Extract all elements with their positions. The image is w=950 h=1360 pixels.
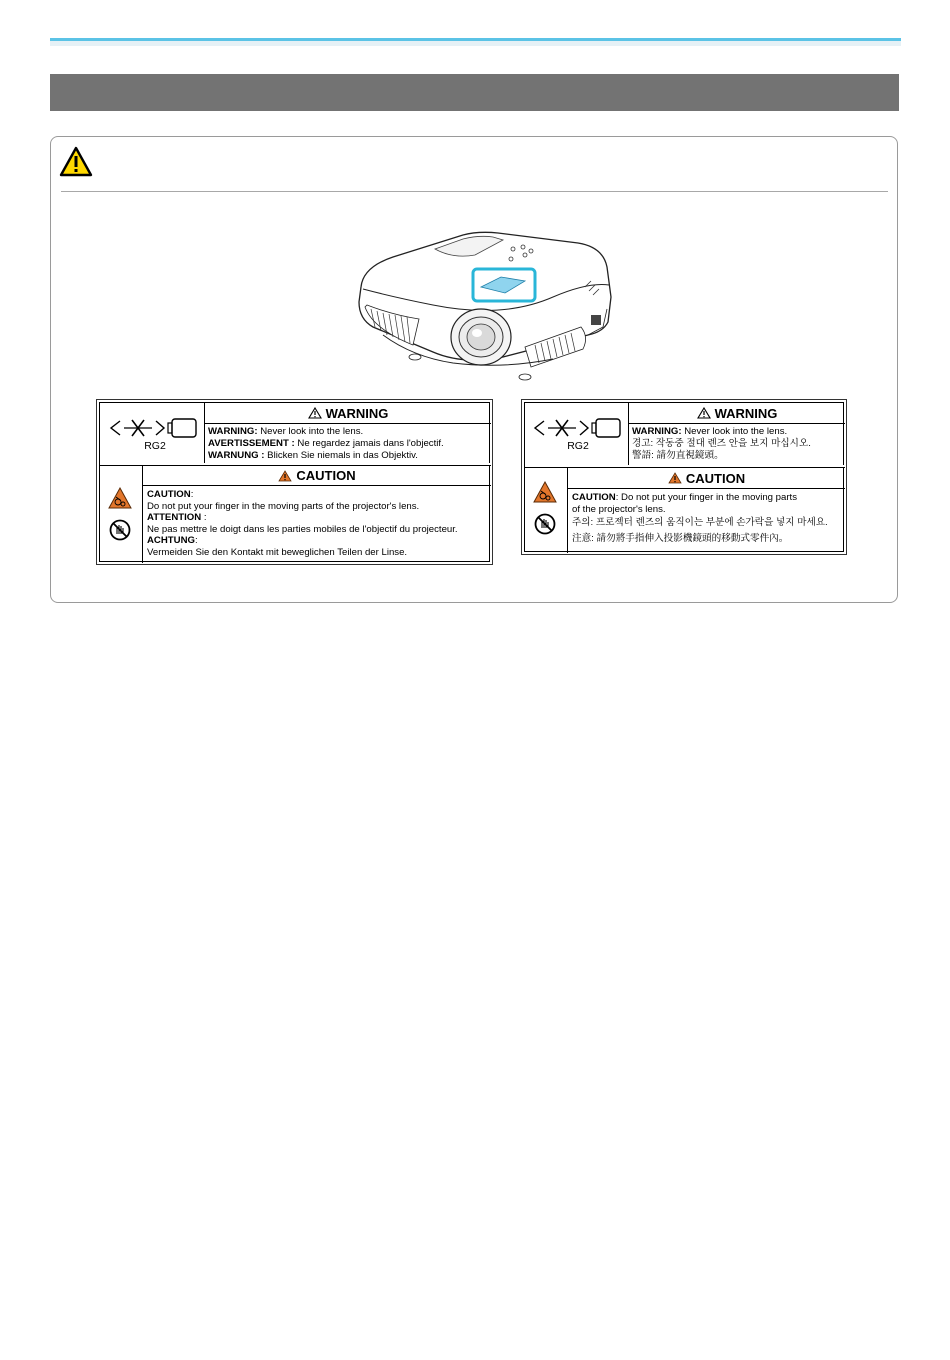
section-header-bar — [50, 74, 899, 111]
rg2-label: RG2 — [567, 440, 589, 452]
caution-heading: CAUTION — [143, 466, 491, 485]
warning-outline-icon — [697, 407, 711, 419]
warning-text-1: WARNING: Never look into the lens. — [632, 426, 788, 437]
warning-heading: WARNING — [205, 403, 491, 423]
caution-text-2: of the projector's lens. — [572, 504, 666, 515]
caution-text-3: 주의: 프로젝터 렌즈의 움직이는 부분에 손가락을 넣지 마세요. — [572, 517, 828, 528]
warning-text-3: WARNUNG : Blicken Sie niemals in das Objektiv. — [208, 450, 418, 461]
caution-heading: CAUTION — [568, 468, 845, 488]
laser-eye-icon — [532, 417, 622, 439]
safety-label-right — [521, 399, 847, 555]
warning-text-2: AVERTISSEMENT : Ne regardez jamais dans l'objectif. — [208, 438, 444, 449]
warning-text-1: WARNING: Never look into the lens. — [208, 426, 364, 437]
caution-triangle-icon — [278, 470, 292, 482]
caution-text-1: CAUTION: Do not put your finger in the moving parts — [572, 492, 798, 503]
caution-text-1: CAUTION: — [147, 489, 194, 500]
warning-text-3: 警語: 請勿直視鏡頭。 — [632, 450, 724, 461]
moving-parts-caution-icon — [108, 487, 132, 509]
no-finger-prohibition-icon — [109, 519, 131, 541]
caution-text-4: 注意: 請勿將手指伸入投影機鏡頭的移動式零件內。 — [572, 533, 789, 544]
caution-text-6: Vermeiden Sie den Kontakt mit beweglichen Teilen der Linse. — [147, 547, 408, 558]
caution-triangle-icon — [668, 472, 682, 484]
warning-heading: WARNING — [629, 403, 845, 423]
moving-parts-caution-icon — [533, 481, 557, 503]
caution-text-4: Ne pas mettre le doigt dans les parties mobiles de l'objectif du projecteur. — [147, 524, 458, 535]
caution-text-5: ACHTUNG: — [147, 535, 198, 546]
caution-text-3: ATTENTION : — [147, 512, 207, 523]
warning-text-2: 경고: 작동중 절대 렌즈 안을 보지 마십시오. — [632, 438, 811, 449]
warning-triangle-icon — [59, 146, 93, 177]
safety-label-left — [96, 399, 493, 565]
callout-divider — [61, 191, 888, 192]
top-rule — [50, 38, 901, 46]
rg2-label: RG2 — [144, 440, 166, 452]
projector-illustration — [353, 227, 613, 387]
no-finger-prohibition-icon — [534, 513, 556, 535]
warning-outline-icon — [308, 407, 322, 419]
caution-text-2: Do not put your finger in the moving parts of the projector's lens. — [147, 501, 420, 512]
laser-eye-icon — [108, 417, 198, 439]
